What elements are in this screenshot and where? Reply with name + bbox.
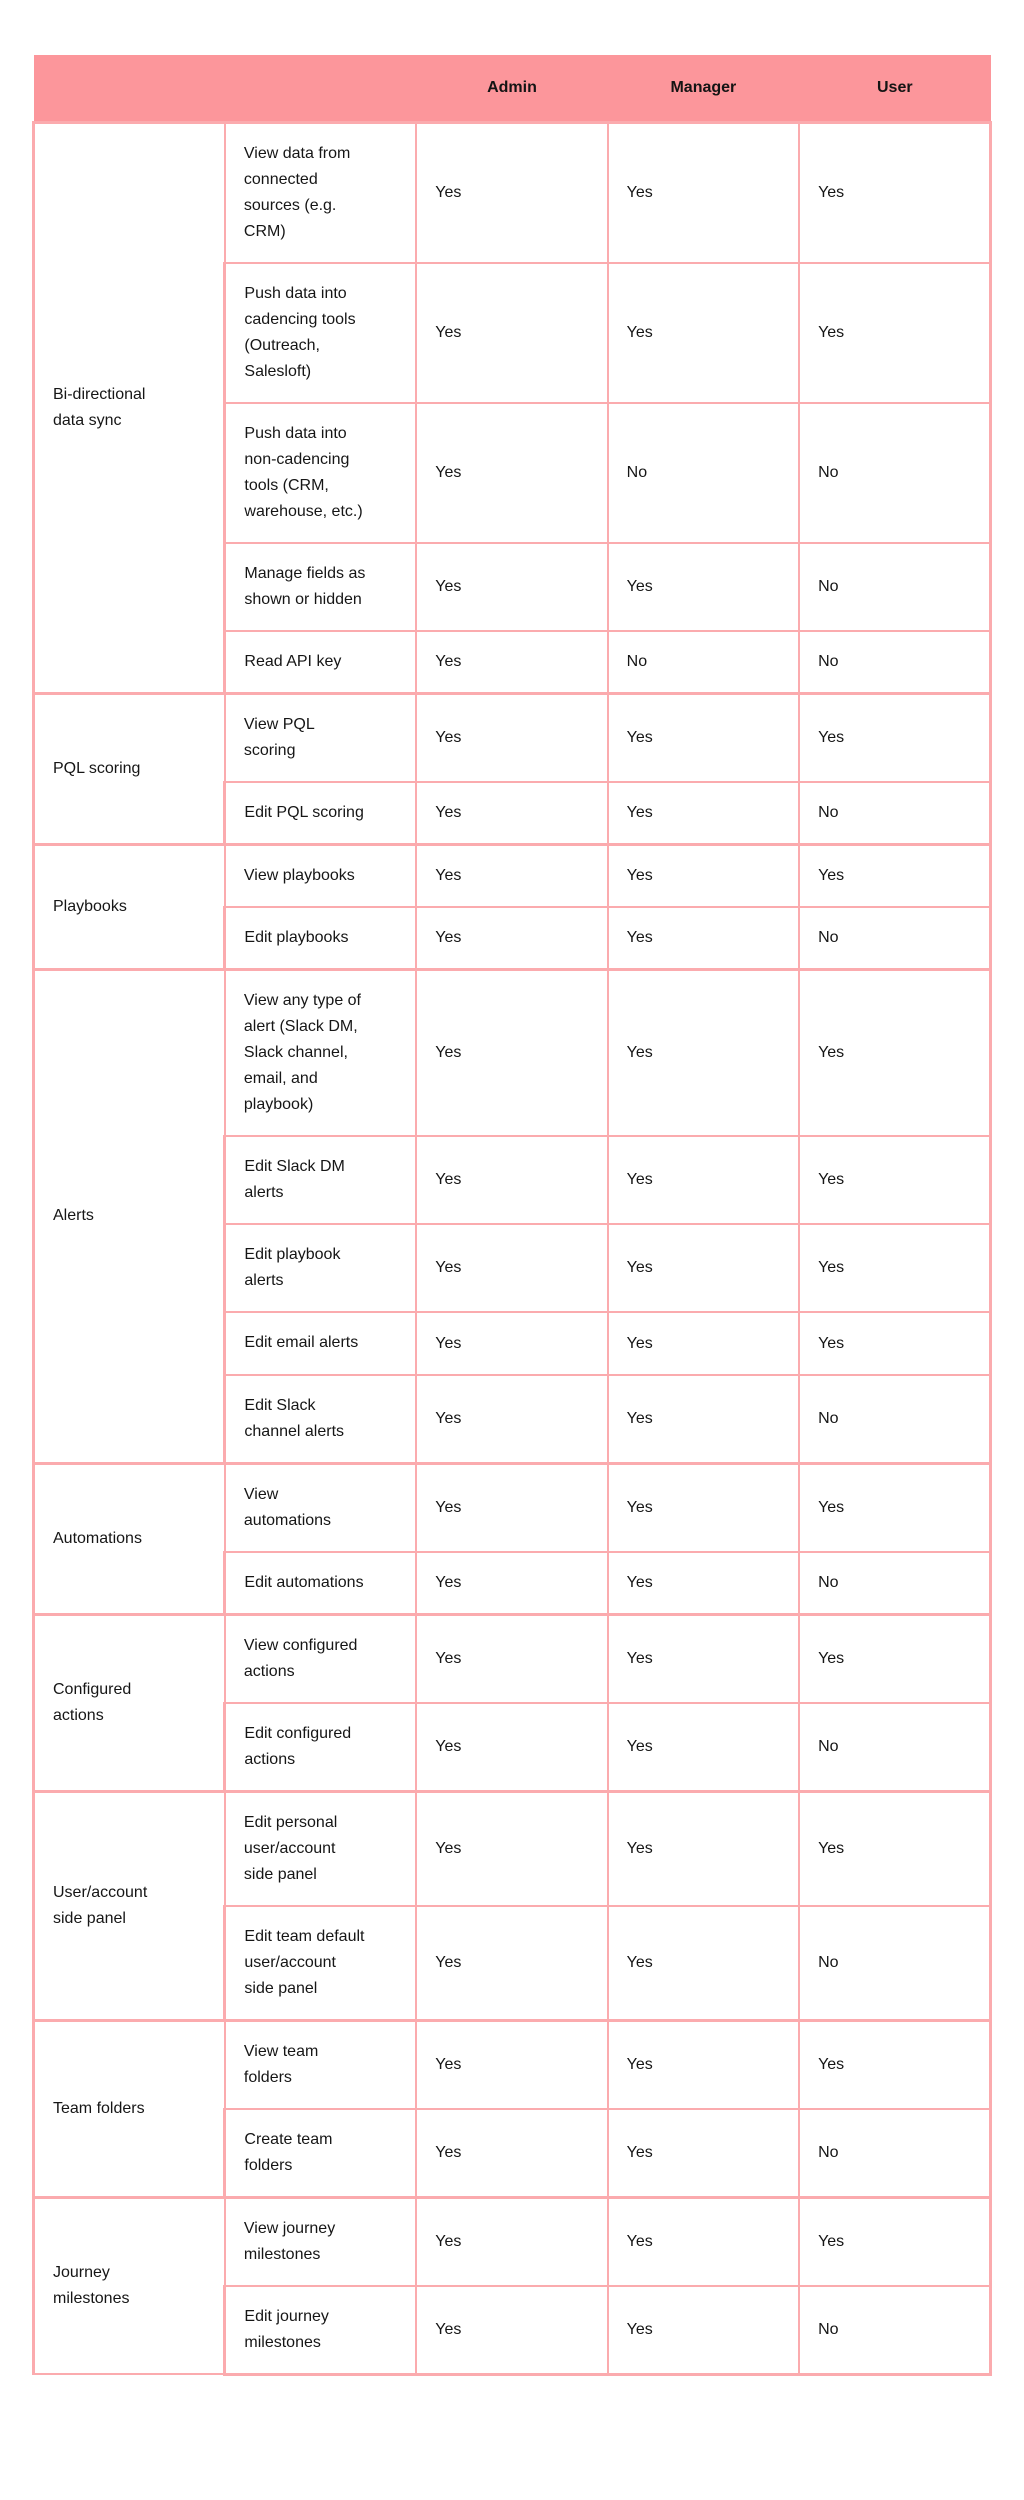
feature-cell: [225, 693, 416, 782]
feature-label: View PQL scoring: [243, 715, 315, 759]
value-cell-admin: Yes: [416, 403, 607, 543]
group-label: Playbooks: [53, 898, 127, 916]
feature-label: Edit playbooks: [244, 929, 349, 947]
value-cell-manager: Yes: [608, 693, 799, 782]
group-label: Configured actions: [53, 1680, 132, 1724]
value-cell-manager: Yes: [608, 782, 799, 845]
feature-cell: [225, 844, 416, 907]
value-cell-manager: Yes: [608, 1224, 799, 1312]
table-header-row: [34, 55, 991, 122]
feature-cell: [225, 2020, 416, 2109]
feature-label: Edit team default user/account side panel: [244, 1927, 365, 1997]
value-cell-user: Yes: [799, 1312, 990, 1374]
value-cell-admin: Yes: [416, 2197, 607, 2286]
value-cell-user: Yes: [799, 1224, 990, 1312]
value-cell-admin: Yes: [416, 2109, 607, 2198]
group-label-cell: [34, 122, 225, 693]
value-cell-admin: Yes: [416, 1312, 607, 1374]
table-row: [34, 844, 991, 907]
value-cell-admin: Yes: [416, 263, 607, 403]
group-label: Bi-directional data sync: [53, 385, 146, 429]
value-cell-manager: Yes: [608, 1614, 799, 1703]
feature-label: View configured actions: [243, 1636, 358, 1680]
feature-cell: [225, 263, 416, 403]
value-cell-manager: Yes: [608, 2109, 799, 2198]
value-cell-admin: Yes: [416, 1614, 607, 1703]
value-cell-manager: Yes: [608, 970, 799, 1137]
value-cell-manager: Yes: [608, 1136, 799, 1224]
table-row: [34, 122, 991, 263]
value-cell-admin: Yes: [416, 631, 607, 694]
feature-cell: [225, 1703, 416, 1792]
value-cell-user: No: [799, 543, 990, 631]
table-body: [34, 122, 991, 2374]
feature-cell: [225, 2109, 416, 2198]
value-cell-admin: Yes: [416, 122, 607, 263]
group-label-cell: [34, 693, 225, 844]
value-cell-user: No: [799, 907, 990, 970]
feature-label: Manage fields as shown or hidden: [244, 564, 366, 608]
value-cell-manager: Yes: [608, 1463, 799, 1552]
feature-cell: [225, 1312, 416, 1374]
feature-label: Edit Slack channel alerts: [244, 1396, 345, 1440]
value-cell-manager: Yes: [608, 1312, 799, 1374]
feature-cell: [225, 907, 416, 970]
table-header: [34, 55, 991, 122]
value-cell-admin: Yes: [416, 970, 607, 1137]
group-label: Alerts: [53, 1207, 94, 1225]
value-cell-admin: Yes: [416, 1552, 607, 1615]
value-cell-user: Yes: [799, 2197, 990, 2286]
table-row: [34, 1614, 991, 1703]
value-cell-user: No: [799, 1552, 990, 1615]
value-cell-user: Yes: [799, 1614, 990, 1703]
value-cell-admin: Yes: [416, 1375, 607, 1464]
value-cell-admin: Yes: [416, 1791, 607, 1906]
feature-cell: [225, 1791, 416, 1906]
group-label-cell: [34, 1791, 225, 2020]
value-cell-admin: Yes: [416, 907, 607, 970]
table-row: [34, 2020, 991, 2109]
feature-label: View automations: [243, 1485, 332, 1529]
value-cell-manager: Yes: [608, 2286, 799, 2375]
table-row: [34, 1463, 991, 1552]
group-label-cell: [34, 2020, 225, 2197]
feature-cell: [225, 122, 416, 263]
value-cell-manager: Yes: [608, 1791, 799, 1906]
feature-label: Push data into non-cadencing tools (CRM, warehouse, etc.): [244, 424, 363, 520]
value-cell-manager: Yes: [608, 263, 799, 403]
value-cell-manager: Yes: [608, 543, 799, 631]
value-cell-manager: Yes: [608, 2020, 799, 2109]
value-cell-user: No: [799, 631, 990, 694]
value-cell-admin: Yes: [416, 1463, 607, 1552]
header-cell-manager: Manager: [608, 55, 799, 122]
group-label-cell: [34, 2197, 225, 2374]
feature-label: View playbooks: [243, 866, 355, 884]
feature-label: Edit Slack DM alerts: [244, 1158, 345, 1202]
group-label-cell: [34, 970, 225, 1463]
value-cell-manager: Yes: [608, 2197, 799, 2286]
group-label-cell: [34, 1614, 225, 1791]
value-cell-user: No: [799, 403, 990, 543]
group-label-cell: [34, 1463, 225, 1614]
feature-cell: [225, 1375, 416, 1464]
feature-cell: [225, 1614, 416, 1703]
feature-cell: [225, 631, 416, 694]
value-cell-admin: Yes: [416, 1703, 607, 1792]
value-cell-admin: Yes: [416, 2286, 607, 2375]
feature-label: Edit personal user/account side panel: [243, 1813, 338, 1883]
feature-label: Edit journey milestones: [244, 2307, 329, 2351]
value-cell-manager: Yes: [608, 844, 799, 907]
group-label: Journey milestones: [53, 2264, 130, 2308]
value-cell-manager: No: [608, 631, 799, 694]
header-cell-blank-2: [225, 55, 416, 122]
feature-label: Edit PQL scoring: [244, 803, 364, 821]
feature-cell: [225, 2286, 416, 2375]
feature-label: Push data into cadencing tools (Outreach, Salesloft): [244, 284, 356, 380]
value-cell-user: Yes: [799, 122, 990, 263]
value-cell-manager: Yes: [608, 122, 799, 263]
value-cell-user: No: [799, 2286, 990, 2375]
value-cell-manager: Yes: [608, 1552, 799, 1615]
value-cell-user: No: [799, 1375, 990, 1464]
group-label: Automations: [53, 1529, 142, 1547]
value-cell-user: Yes: [799, 1791, 990, 1906]
feature-cell: [225, 782, 416, 845]
feature-cell: [225, 2197, 416, 2286]
value-cell-admin: Yes: [416, 693, 607, 782]
feature-cell: [225, 1136, 416, 1224]
table-row: [34, 693, 991, 782]
value-cell-admin: Yes: [416, 782, 607, 845]
feature-cell: [225, 1463, 416, 1552]
feature-label: View any type of alert (Slack DM, Slack channel, email, and playbook): [243, 992, 361, 1114]
value-cell-user: No: [799, 1703, 990, 1792]
table-row: [34, 1791, 991, 1906]
feature-label: View journey milestones: [243, 2219, 336, 2263]
value-cell-admin: Yes: [416, 543, 607, 631]
value-cell-user: Yes: [799, 693, 990, 782]
header-cell-admin: Admin: [416, 55, 607, 122]
feature-label: View team folders: [243, 2042, 319, 2086]
feature-label: Edit email alerts: [244, 1334, 359, 1352]
value-cell-admin: Yes: [416, 1906, 607, 2021]
feature-label: Edit automations: [244, 1573, 364, 1591]
feature-cell: [225, 1906, 416, 2021]
feature-label: Edit configured actions: [244, 1724, 352, 1768]
feature-cell: [225, 1224, 416, 1312]
feature-label: Create team folders: [244, 2130, 333, 2174]
group-label: PQL scoring: [53, 759, 141, 777]
permissions-table: [32, 55, 992, 2376]
value-cell-user: Yes: [799, 263, 990, 403]
feature-cell: [225, 1552, 416, 1615]
value-cell-admin: Yes: [416, 1224, 607, 1312]
value-cell-manager: Yes: [608, 1375, 799, 1464]
value-cell-user: Yes: [799, 1136, 990, 1224]
value-cell-user: No: [799, 2109, 990, 2198]
header-cell-user: User: [799, 55, 990, 122]
feature-label: Read API key: [244, 652, 342, 670]
value-cell-user: Yes: [799, 844, 990, 907]
value-cell-user: No: [799, 782, 990, 845]
feature-cell: [225, 543, 416, 631]
group-label-cell: [34, 844, 225, 969]
feature-label: Edit playbook alerts: [244, 1246, 341, 1290]
feature-cell: [225, 970, 416, 1137]
value-cell-manager: Yes: [608, 1703, 799, 1792]
table-row: [34, 2197, 991, 2286]
header-cell-blank-1: [34, 55, 225, 122]
value-cell-user: Yes: [799, 2020, 990, 2109]
value-cell-manager: No: [608, 403, 799, 543]
value-cell-manager: Yes: [608, 907, 799, 970]
value-cell-admin: Yes: [416, 2020, 607, 2109]
feature-cell: [225, 403, 416, 543]
value-cell-manager: Yes: [608, 1906, 799, 2021]
value-cell-user: Yes: [799, 1463, 990, 1552]
feature-label: View data from connected sources (e.g. CRM): [243, 144, 351, 240]
value-cell-user: No: [799, 1906, 990, 2021]
group-label: Team folders: [53, 2099, 145, 2117]
group-label: User/account side panel: [53, 1883, 148, 1927]
value-cell-user: Yes: [799, 970, 990, 1137]
value-cell-admin: Yes: [416, 1136, 607, 1224]
table-row: [34, 970, 991, 1137]
value-cell-admin: Yes: [416, 844, 607, 907]
